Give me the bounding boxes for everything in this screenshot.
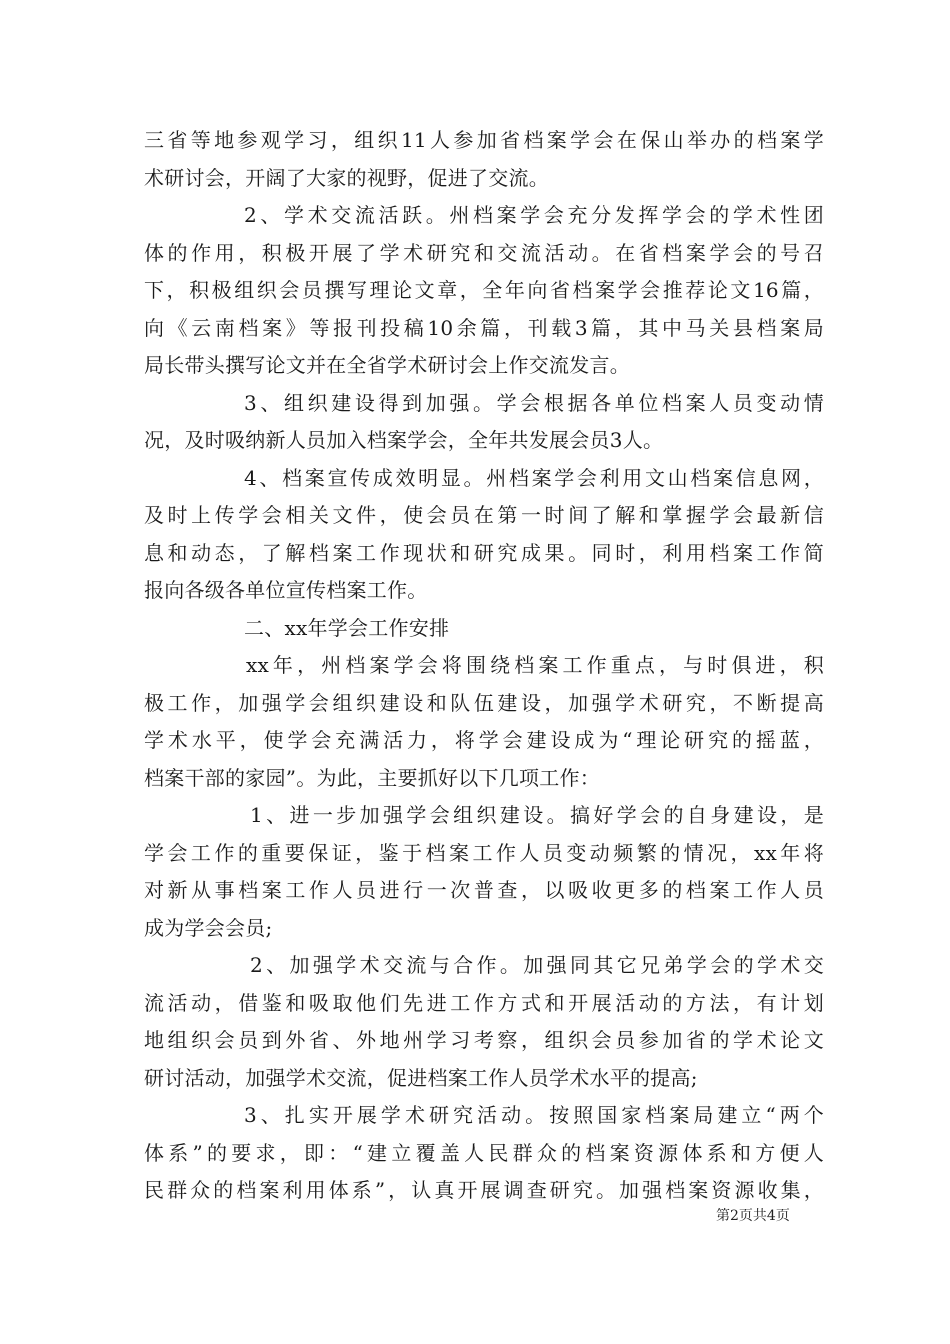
text-line: 2、学术交流活跃。州档案学会充分发挥学会的学术性团 [244,203,824,227]
text-line: 民群众的档案利用体系”，认真开展调查研究。加强档案资源收集， [144,1178,824,1202]
text-line: 三省等地参观学习，组织11人参加省档案学会在保山举办的档案学 [144,128,824,152]
text-line: 档案干部的家园”。为此，主要抓好以下几项工作： [144,765,600,790]
text-line: 局长带头撰写论文并在全省学术研讨会上作交流发言。 [144,353,630,377]
text-line: xx年，州档案学会将围绕档案工作重点，与时俱进，积 [246,653,824,677]
text-line: 3、扎实开展学术研究活动。按照国家档案局建立“两个 [244,1103,824,1127]
text-line: 下，积极组织会员撰写理论文章，全年向省档案学会推荐论文16篇， [144,278,824,302]
text-line: 研讨活动，加强学术交流，促进档案工作人员学术水平的提高; [144,1065,698,1090]
text-line: 学会工作的重要保证，鉴于档案工作人员变动频繁的情况，xx年将 [144,840,824,865]
text-line: 及时上传学会相关文件，使会员在第一时间了解和掌握学会最新信 [144,503,824,527]
text-line: 1、进一步加强学会组织建设。搞好学会的自身建设，是 [250,803,824,827]
text-line: 成为学会会员; [144,915,273,940]
text-line: 对新从事档案工作人员进行一次普查，以吸收更多的档案工作人员 [144,878,824,902]
document-body [144,122,824,1210]
text-line: 报向各级各单位宣传档案工作。 [144,578,428,602]
text-line: 4、档案宣传成效明显。州档案学会利用文山档案信息网， [244,465,824,490]
text-line: 2、加强学术交流与合作。加强同其它兄弟学会的学术交 [250,953,824,977]
text-line: 3、组织建设得到加强。学会根据各单位档案人员变动情 [244,390,824,415]
text-line: 体系”的要求，即：“建立覆盖人民群众的档案资源体系和方便人 [144,1140,824,1165]
text-line: 况，及时吸纳新人员加入档案学会，全年共发展会员3人。 [144,428,664,452]
page-number-footer: 第2页共4页 [716,1208,790,1224]
text-line: 地组织会员到外省、外地州学习考察，组织会员参加省的学术论文 [144,1028,824,1052]
text-line: 息和动态，了解档案工作现状和研究成果。同时，利用档案工作简 [144,540,824,565]
text-line: 向《云南档案》等报刊投稿10余篇，刊载3篇，其中马关县档案局 [144,315,824,340]
text-line: 术研讨会，开阔了大家的视野，促进了交流。 [144,165,549,190]
text-line: 体的作用，积极开展了学术研究和交流活动。在省档案学会的号召 [144,240,824,265]
text-line: 学术水平，使学会充满活力，将学会建设成为“理论研究的摇蓝， [144,728,824,752]
section-heading: 二、xx年学会工作安排 [244,615,450,640]
text-line: 极工作，加强学会组织建设和队伍建设，加强学术研究，不断提高 [144,690,824,715]
text-line: 流活动，借鉴和吸取他们先进工作方式和开展活动的方法，有计划 [144,990,824,1015]
